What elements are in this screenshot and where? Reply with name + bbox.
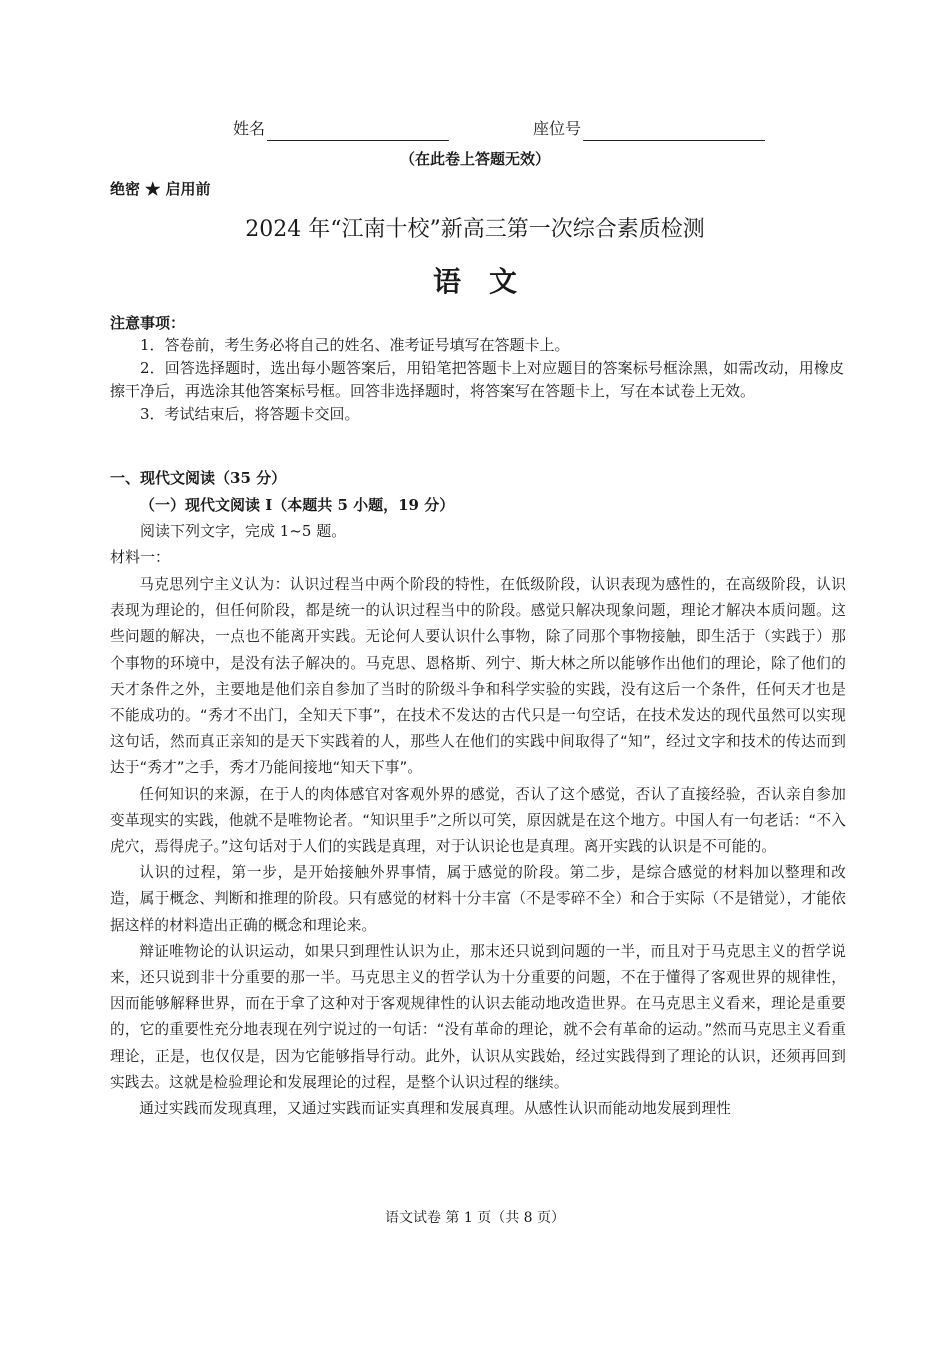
note-item: 3．考试结束后，将答题卡交回。 xyxy=(140,405,360,423)
notes-list xyxy=(110,334,844,426)
paragraph: 马克思列宁主义认为：认识过程当中两个阶段的特性，在低级阶段，认识表现为感性的，在高级阶段，认识表现为理论的，但任何阶段，都是统一的认识过程当中的阶段。感觉只解决现象问题，理论才解决本质问题。这些问题的解决，一点也不能离开实践。无论何人要认识什么事物，除了同那个事物接触，即生活于（实践于）那个事物的环境中，是没有法子解决的。马克思、恩格斯、列宁、斯大林之所以能够作出他们的理论，除了他们的天才条件之外，主要地是他们亲自参加了当时的阶级斗争和科学实验的实践，没有这后一个条件，任何天才也是不能成功的。“秀才不出门，全知天下事”，在技术不发达的古代只是一句空话，在技术发达的现代虽然可以实现这句话，然而真正亲知的是天下实践着的人，那些人在他们的实践中间取得了“知”，经过文字和技术的传达而到达于“秀才”之手，秀才乃能间接地“知天下事”。 xyxy=(110,576,846,777)
subject-title: 语文 xyxy=(432,265,545,298)
paragraph: 认识的过程，第一步，是开始接触外界事情，属于感觉的阶段。第二步，是综合感觉的材料加以整理和改造，属于概念、判断和推理的阶段。只有感觉的材料十分丰富（不是零碎不全）和合于实际（不是错觉），才能依据这样的材料造出正确的概念和理论来。 xyxy=(110,864,846,934)
note-item: 2．回答选择题时，选出每小题答案后，用铅笔把答题卡上对应题目的答案标号框涂黑，如需改动，用橡皮擦干净后，再选涂其他答案标号框。回答非选择题时，将答案写在答题卡上，写在本试卷上无效。 xyxy=(110,359,844,400)
paragraph: 辩证唯物论的认识运动，如果只到理性认识为止，那末还只说到问题的一半，而且对于马克思主义的哲学说来，还只说到非十分重要的那一半。马克思主义的哲学认为十分重要的问题，不在于懂得了客观世界的规律性，因而能够解释世界，而在于拿了这种对于客观规律性的认识去能动地改造世界。在马克思主义看来，理论是重要的，它的重要性充分地表现在列宁说过的一句话：“没有革命的理论，就不会有革命的运动。”然而马克思主义看重理论，正是，也仅仅是，因为它能够指导行动。此外，认识从实践始，经过实践得到了理论的认识，还须再回到实践去。这就是检验理论和发展理论的过程，是整个认识过程的继续。 xyxy=(110,942,846,1091)
exam-title: 2024 年“江南十校”新高三第一次综合素质检测 xyxy=(245,217,705,242)
section-title: 一、现代文阅读（35 分） xyxy=(110,469,287,487)
subsection-title: （一）现代文阅读 I（本题共 5 小题，19 分） xyxy=(140,496,455,514)
name-label: 姓名 xyxy=(233,119,266,138)
material-label: 材料一： xyxy=(110,548,171,566)
paragraph: 任何知识的来源，在于人的肉体感官对客观外界的感觉，否认了这个感觉，否认了直接经验，否认亲自参加变革现实的实践，他就不是唯物论者。“知识里手”之所以可笑，原因就是在这个地方。中国人有一句老话：“不入虎穴，焉得虎子。”这句话对于人们的实践是真理，对于认识论也是真理。离开实践的认识是不可能的。 xyxy=(110,785,846,856)
answer-invalid-notice: （在此卷上答题无效） xyxy=(399,150,550,168)
name-blank-line xyxy=(267,122,449,141)
seat-blank-line xyxy=(583,122,765,141)
name-field xyxy=(233,117,449,141)
secret-label: 绝密 ★ 启用前 xyxy=(110,180,211,198)
material-body xyxy=(110,572,846,1122)
notes-heading: 注意事项： xyxy=(110,314,186,332)
reading-instruction: 阅读下列文字，完成 1~5 题。 xyxy=(140,522,347,540)
seat-label: 座位号 xyxy=(533,119,582,138)
page-footer: 语文试卷 第 1 页（共 8 页） xyxy=(384,1210,566,1226)
paragraph: 通过实践而发现真理，又通过实践而证实真理和发展真理。从感性认识而能动地发展到理性 xyxy=(139,1100,731,1118)
note-item: 1．答卷前，考生务必将自己的姓名、准考证号填写在答题卡上。 xyxy=(140,336,570,354)
seat-field xyxy=(533,117,765,141)
